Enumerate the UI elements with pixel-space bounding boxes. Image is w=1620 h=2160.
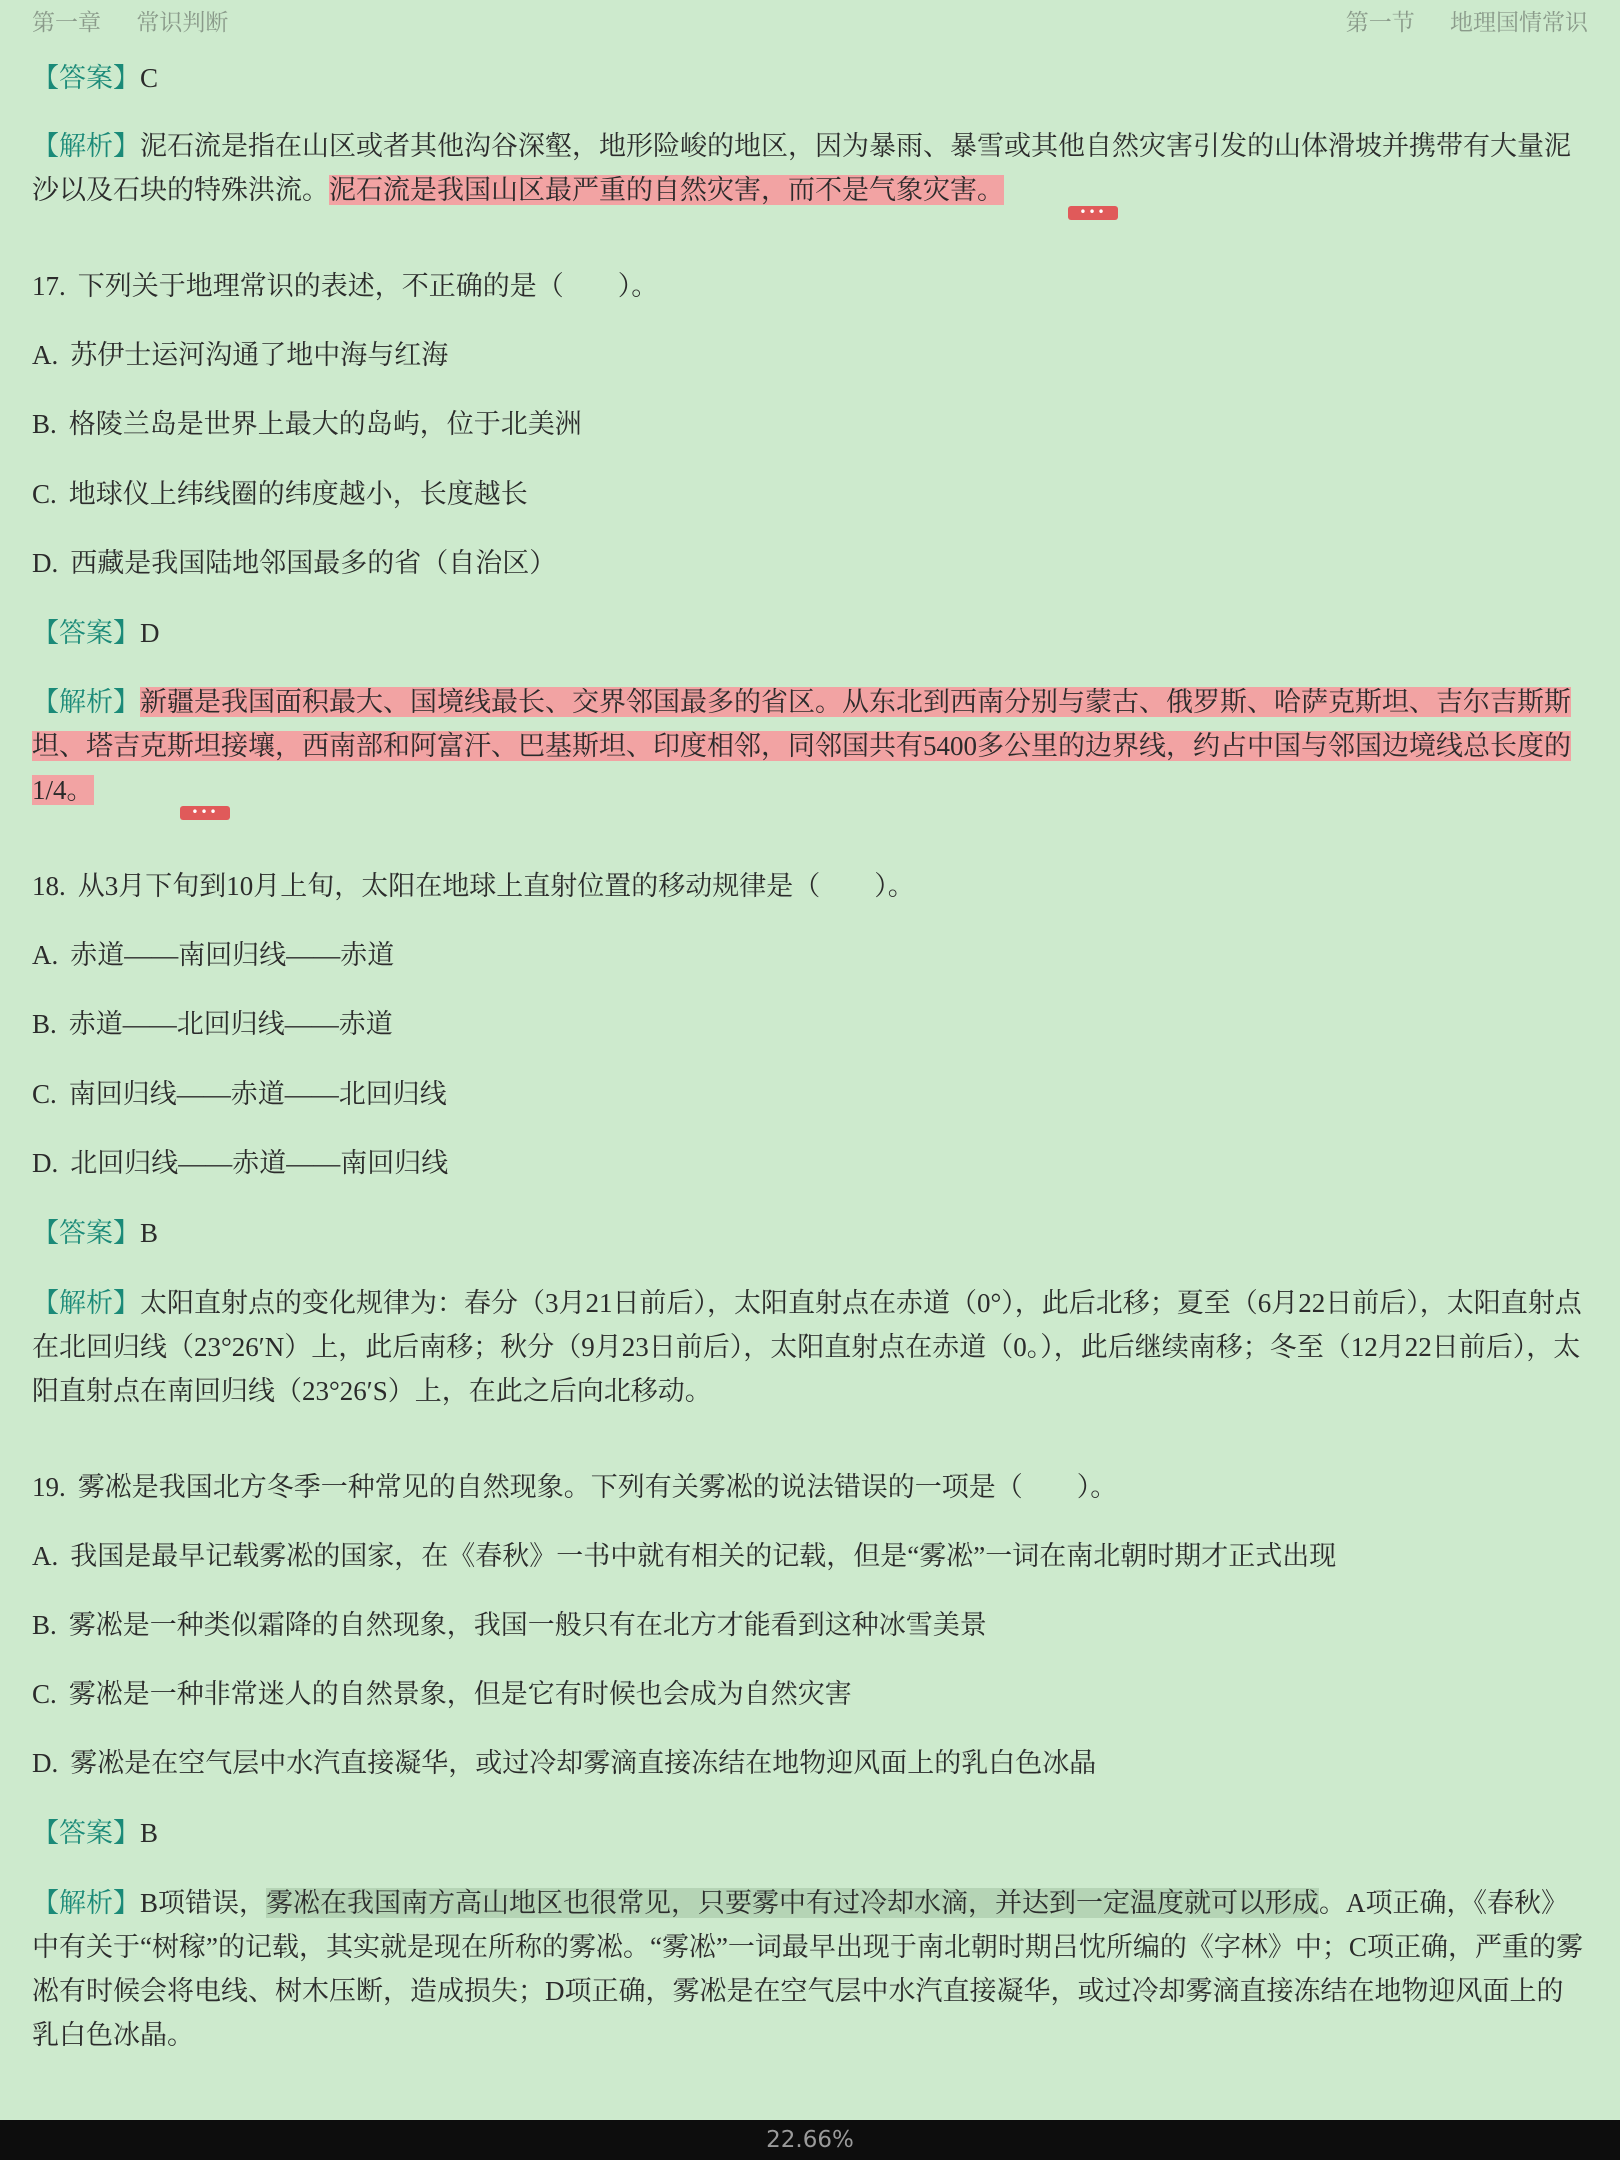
option-19-d bbox=[32, 1741, 1588, 1785]
ellipsis-icon[interactable]: ••• bbox=[1068, 206, 1118, 220]
option-17-d bbox=[32, 541, 1588, 585]
option-text: 格陵兰岛是世界上最大的岛屿，位于北美洲 bbox=[68, 409, 582, 439]
page-header bbox=[32, 4, 1588, 36]
question-19 bbox=[32, 1465, 1588, 1509]
option-17-b bbox=[32, 402, 1588, 446]
analysis-tag: 【解析】 bbox=[32, 1288, 140, 1318]
question-18 bbox=[32, 864, 1588, 908]
option-letter: A. bbox=[32, 340, 59, 370]
highlighted-text[interactable]: 泥石流是我国山区最严重的自然灾害，而不是气象灾害。 bbox=[329, 175, 1004, 205]
option-letter: D. bbox=[32, 1748, 59, 1778]
option-text: 赤道——北回归线——赤道 bbox=[68, 1009, 393, 1039]
answer-value: C bbox=[140, 63, 159, 93]
answer-line-18 bbox=[32, 1211, 1588, 1255]
option-letter: A. bbox=[32, 940, 59, 970]
option-letter: B. bbox=[32, 1009, 57, 1039]
option-text: 苏伊士运河沟通了地中海与红海 bbox=[70, 340, 449, 370]
option-text: 雾凇是一种非常迷人的自然景象，但是它有时候也会成为自然灾害 bbox=[68, 1679, 852, 1709]
answer-line-19 bbox=[32, 1811, 1588, 1855]
analysis-prefix: B项错误， bbox=[140, 1888, 267, 1918]
answer-tag: 【答案】 bbox=[32, 1818, 140, 1848]
analysis-17 bbox=[32, 680, 1588, 812]
analysis-text: 泥石流是指在山区或者其他沟谷深壑，地形险峻的地区，因为暴雨、暴雪或其他自然灾害引发的山体滑坡并携带有大量泥沙以及石块的特殊洪流。 bbox=[32, 131, 1571, 205]
option-text: 雾凇是一种类似霜降的自然现象，我国一般只有在北方才能看到这种冰雪美景 bbox=[68, 1610, 987, 1640]
highlighted-text[interactable]: 新疆是我国面积最大、国境线最长、交界邻国最多的省区。从东北到西南分别与蒙古、俄罗斯、哈萨克斯坦、吉尔吉斯斯坦、塔吉克斯坦接壤，西南部和阿富汗、巴基斯坦、印度相邻，同邻国共有5400多公里的边界线，约占中国与邻国边境线总长度的1/4。 bbox=[32, 687, 1571, 805]
option-text: 北回归线——赤道——南回归线 bbox=[70, 1148, 449, 1178]
option-text: 我国是最早记载雾凇的国家，在《春秋》一书中就有相关的记载，但是“雾凇”一词在南北朝时期才正式出现 bbox=[70, 1541, 1337, 1571]
option-18-b bbox=[32, 1002, 1588, 1046]
option-19-a bbox=[32, 1534, 1588, 1578]
answer-tag: 【答案】 bbox=[32, 1218, 140, 1248]
analysis-tag: 【解析】 bbox=[32, 1888, 140, 1918]
question-stem: 下列关于地理常识的表述，不正确的是（ ）。 bbox=[77, 271, 659, 301]
section-title: 地理国情常识 bbox=[1450, 10, 1588, 36]
header-right bbox=[1346, 4, 1588, 36]
option-text: 雾凇是在空气层中水汽直接凝华，或过冷却雾滴直接冻结在地物迎风面上的乳白色冰晶 bbox=[70, 1748, 1097, 1778]
option-18-d bbox=[32, 1141, 1588, 1185]
question-number: 19. bbox=[32, 1472, 66, 1502]
option-18-c bbox=[32, 1072, 1588, 1116]
answer-tag: 【答案】 bbox=[32, 63, 140, 93]
option-letter: D. bbox=[32, 548, 59, 578]
analysis-rest: 。A项正确，《春秋》中有关于“树稼”的记载，其实就是现在所称的雾凇。“雾凇”一词最早出现于南北朝时期吕忱所编的《字林》中；C项正确，严重的雾凇有时候会将电线、树木压断，造成损失；D项正确，雾凇是在空气层中水汽直接凝华，或过冷却雾滴直接冻结在地物迎风面上的乳白色冰晶。 bbox=[32, 1888, 1583, 2050]
question-17 bbox=[32, 264, 1588, 308]
option-text: 西藏是我国陆地邻国最多的省（自治区） bbox=[70, 548, 557, 578]
analysis-18 bbox=[32, 1281, 1588, 1413]
header-left bbox=[32, 4, 228, 36]
option-18-a bbox=[32, 933, 1588, 977]
analysis-16 bbox=[32, 124, 1588, 212]
reading-progress-bar[interactable] bbox=[0, 2120, 1620, 2160]
option-letter: D. bbox=[32, 1148, 59, 1178]
ellipsis-icon[interactable]: ••• bbox=[180, 806, 230, 820]
option-19-c bbox=[32, 1672, 1588, 1716]
question-number: 18. bbox=[32, 871, 66, 901]
option-text: 赤道——南回归线——赤道 bbox=[70, 940, 395, 970]
section-number: 第一节 bbox=[1345, 10, 1415, 36]
analysis-19 bbox=[32, 1881, 1588, 2057]
question-number: 17. bbox=[32, 271, 66, 301]
question-stem: 从3月下旬到10月上旬，太阳在地球上直射位置的移动规律是（ ）。 bbox=[77, 871, 915, 901]
analysis-tag: 【解析】 bbox=[32, 131, 140, 161]
option-letter: C. bbox=[32, 479, 57, 509]
answer-value: D bbox=[140, 618, 160, 648]
answer-tag: 【答案】 bbox=[32, 618, 140, 648]
chapter-number: 第一章 bbox=[32, 10, 101, 36]
chapter-title: 常识判断 bbox=[136, 10, 229, 36]
option-17-a bbox=[32, 333, 1588, 377]
option-text: 地球仪上纬线圈的纬度越小，长度越长 bbox=[68, 479, 528, 509]
answer-value: B bbox=[140, 1818, 159, 1848]
option-letter: C. bbox=[32, 1679, 57, 1709]
option-letter: B. bbox=[32, 409, 57, 439]
analysis-text: 太阳直射点的变化规律为：春分（3月21日前后），太阳直射点在赤道（0°），此后北移；夏至（6月22日前后），太阳直射点在北回归线（23°26′N）上，此后南移；秋分（9月23日前后），太阳直射点在赤道（0。），此后继续南移；冬至（12月22日前后），太阳直射点在南回归线（23°26′S）上，在此之后向北移动。 bbox=[32, 1288, 1582, 1406]
option-text: 南回归线——赤道——北回归线 bbox=[68, 1079, 447, 1109]
answer-line-16 bbox=[32, 56, 1588, 100]
question-stem: 雾凇是我国北方冬季一种常见的自然现象。下列有关雾凇的说法错误的一项是（ ）。 bbox=[77, 1472, 1118, 1502]
option-letter: C. bbox=[32, 1079, 57, 1109]
option-letter: B. bbox=[32, 1610, 57, 1640]
answer-value: B bbox=[140, 1218, 159, 1248]
option-17-c bbox=[32, 472, 1588, 516]
progress-percent: 22.66% bbox=[766, 2127, 854, 2153]
highlighted-text[interactable]: 雾凇在我国南方高山地区也很常见，只要雾中有过冷却水滴，并达到一定温度就可以形成 bbox=[266, 1888, 1320, 1918]
answer-line-17 bbox=[32, 611, 1588, 655]
option-19-b bbox=[32, 1603, 1588, 1647]
analysis-tag: 【解析】 bbox=[32, 687, 140, 717]
option-letter: A. bbox=[32, 1541, 59, 1571]
